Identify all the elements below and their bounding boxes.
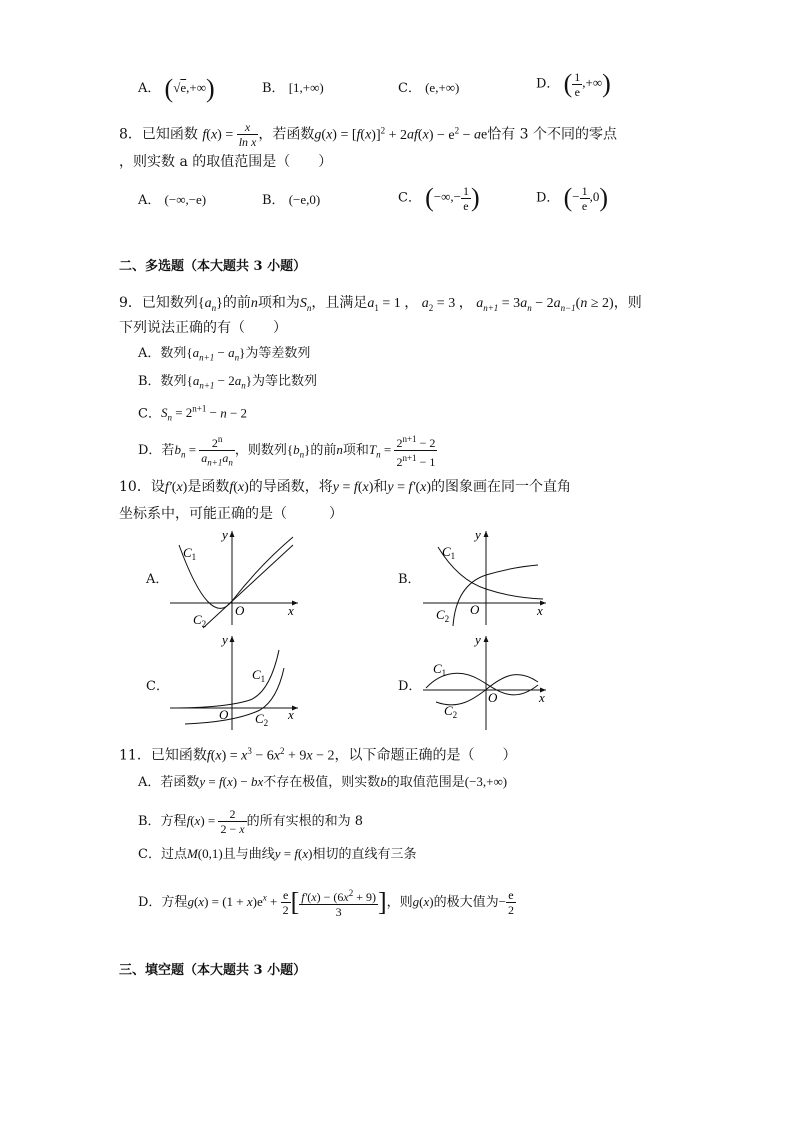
option-text: 的极大值为 [433, 895, 499, 910]
origin-label: O [235, 603, 245, 618]
y-axis-arrow [230, 531, 235, 537]
q8-fraction: $\frac{x}{\text{ln x}}$ [238, 120, 257, 150]
y-label: y [222, 632, 228, 647]
q10-graph-a-letter: A． [146, 572, 169, 587]
option-letter: C． [398, 81, 421, 96]
c1-label: $C_1$ [183, 545, 197, 562]
q10-text: 是函数 [187, 479, 230, 495]
q10-text: 的导函数，将 [248, 479, 333, 495]
question-number: 11． [119, 747, 151, 764]
option-math: (− $\frac{1}{e}$ ,0) [563, 183, 609, 213]
question-number: 10． [119, 479, 151, 495]
y-axis-arrow [230, 636, 235, 642]
c1-label: $C_1$ [442, 544, 456, 561]
curve-c2 [453, 565, 538, 626]
origin-label: O [219, 707, 229, 722]
q8-fx-def: f [202, 127, 207, 143]
option-letter: B． [262, 81, 285, 96]
option-text: ，则数列 [234, 443, 287, 459]
q10-line-1: 10．设f′(x)是函数f(x)的导函数，将y = f(x)和y = f′(x)的图象画在同一个直角 [119, 479, 572, 495]
q7-option-a [138, 74, 215, 104]
q9-text: 的前 [222, 295, 251, 311]
option-text: 项和 [342, 443, 369, 459]
curve-c2 [185, 668, 284, 724]
q11-d-fraction-main: $\frac{f'(x) - (6x^2 + 9)}{3}$ [301, 888, 376, 919]
option-text: 相切的直线有三条 [312, 847, 417, 862]
x-label: x [537, 603, 543, 618]
option-text: B．方程 [138, 814, 187, 829]
q11-line-1: 11．已知函数$f(x) = x^3 - 6x^2 + 9x - 2$，以下命题正确的是（ ） [119, 746, 517, 764]
x-label: x [539, 690, 545, 705]
q11-b-fraction: $\frac{2}{2 - x}$ [220, 807, 245, 836]
option-letter: C． [398, 190, 421, 206]
option-text: 的前 [310, 443, 337, 459]
option-text: C．过点 [138, 847, 187, 862]
option-text: A．数列 [138, 346, 187, 361]
y-axis-arrow [484, 531, 489, 537]
q7-option-d [536, 70, 611, 99]
q11-option-b: B．方程f(x) = $\frac{2}{2 - x}$ 的所有实根的和为 8 [138, 807, 363, 836]
q11-text: 已知函数 [150, 747, 207, 764]
option-letter: A． [138, 193, 161, 208]
option-text: 为等差数列 [245, 346, 311, 361]
option-text: A．若函数 [138, 775, 200, 790]
option-text: 且与曲线 [222, 847, 275, 862]
curve-c2 [203, 545, 293, 628]
q8-text: 已知函数 [141, 126, 198, 143]
option-text: ，则 [386, 895, 413, 910]
q10-text: 设 [150, 479, 165, 495]
question-number: 8． [119, 126, 142, 143]
q9-d-fraction-2: $\frac{2^{n+1} - 2}{2^{n+1} - 1}$ [396, 434, 436, 470]
option-text: D．方程 [138, 895, 188, 910]
q9-option-c: C．$S_n = 2^{n+1} - n - 2$ [138, 404, 248, 423]
c2-label: $C_2$ [436, 607, 450, 624]
q11-d-fraction-answer: $\frac{e}{2}$ [507, 888, 514, 917]
c1-label: $C_1$ [252, 667, 266, 684]
q7-option-c [398, 78, 459, 99]
q9-text: 项和为 [257, 295, 300, 311]
option-letter: A． [138, 81, 161, 96]
q11-text: ，以下命题正确的是（ ） [334, 747, 517, 764]
option-math: (√e,+∞) [164, 74, 215, 104]
section-title: 二、多选题（本大题共 3 小题） [119, 259, 307, 274]
q8-option-c [398, 184, 480, 213]
q10-text: 和 [373, 479, 388, 495]
q9-d-fraction-1: $\frac{2^n}{a_{n+1}a_n}$ [201, 434, 233, 468]
option-text: 的取值范围是 [386, 775, 465, 790]
q9-text: 已知数列 [141, 295, 198, 311]
q9-text: ，则 [613, 295, 642, 311]
q8-gx-def: g [314, 127, 322, 143]
y-axis-arrow [484, 636, 489, 642]
option-text: B．数列 [138, 374, 187, 389]
q10-graph-c-letter: C． [146, 679, 169, 694]
q8-option-b [262, 190, 320, 211]
q9-line-1: 9．已知数列$\{a_n\}$的前n项和为$S_n$，且满足$a_1 = 1$ ， $a_2 = 3$ ， $a_{n+1} = 3a_n - 2a_{n-1}(n \ge 2)$，则 [119, 295, 642, 313]
option-letter: D． [536, 190, 560, 206]
option-math: (−∞,− $\frac{1}{e}$ ) [425, 183, 480, 213]
section-title: 三、填空题（本大题共 3 小题） [119, 963, 307, 978]
option-math: (−∞,−e) [164, 192, 207, 207]
option-letter: D． [536, 76, 560, 92]
x-label: x [288, 707, 294, 722]
option-text: 不存在极值，则实数 [263, 775, 381, 790]
q8-text: ，则实数 a 的取值范围是（ ） [119, 154, 333, 170]
q10-graph-b [418, 525, 553, 630]
q8-option-d [536, 184, 608, 213]
question-number: 9． [119, 295, 142, 311]
q9-text: ，且满足 [311, 295, 368, 311]
option-text: D．若 [138, 443, 175, 459]
q10-text: 的图象画在同一个直角 [431, 479, 572, 495]
option-text: 为等比数列 [251, 374, 317, 389]
q9-option-d: D．若$b_n$ = $\frac{2^n}{a_{n+1}a_n}$ ，则数列$\{b_n\}$的前n项和$T_n$ = $\frac{2^{n+1} - 2}{2^{n+1} - 1}$ [138, 434, 436, 470]
q8-option-a [138, 190, 206, 211]
c2-label: $C_2$ [193, 612, 207, 629]
q9-option-a: A．数列$\{a_{n+1} - a_n\}$为等差数列 [138, 345, 311, 363]
y-label: y [222, 527, 228, 542]
q10-graph-b-letter: B． [398, 572, 421, 587]
q7-option-b [262, 78, 324, 99]
origin-label: O [470, 602, 480, 617]
origin-label: O [488, 690, 498, 705]
x-label: x [288, 603, 294, 618]
q8-line-2 [119, 152, 332, 172]
q11-option-a: A．若函数y = f(x) − bx不存在极值，则实数b的取值范围是(−3,+∞) [138, 774, 508, 790]
c1-label: $C_1$ [433, 661, 447, 678]
option-text: 的所有实根的和为 8 [246, 814, 363, 829]
q8-text: ，若函数 [258, 126, 315, 143]
q10-line-2: 坐标系中，可能正确的是（ ） [119, 506, 343, 522]
option-letter: B． [262, 193, 285, 208]
q10-graph-d-letter: D． [398, 679, 422, 694]
option-math: ( $\frac{1}{e}$ ,+∞) [563, 69, 611, 99]
option-math: [1,+∞) [288, 80, 324, 95]
y-label: y [475, 632, 481, 647]
q9-line-2: 下列说法正确的有（ ） [119, 320, 287, 336]
q10-graph-c [165, 630, 305, 735]
q11-option-c: C．过点M(0,1)且与曲线y = f(x)相切的直线有三条 [138, 846, 417, 862]
q8-text: 恰有 3 个不同的零点 [487, 126, 618, 143]
option-text: C． [138, 406, 161, 422]
q10-graph-a [165, 525, 305, 630]
q11-d-fraction-e: $\frac{e}{2}$ [282, 888, 289, 917]
option-math: (e,+∞) [425, 80, 460, 95]
q9-option-b: B．数列$\{a_{n+1} - 2a_n\}$为等比数列 [138, 373, 317, 391]
q11-option-d: D．方程$g(x) = (1 + x)e^x$ + $\frac{e}{2}$ [ $\frac{f'(x) - (6x^2 + 9)}{3}$ ]，则g(x)的极大值为− $\frac{e}{2}$ [138, 887, 514, 919]
q8-line-1: 8．已知函数 f(x) = $\frac{x}{\text{ln x}}$ ，若函数$g(x) = [f(x)]^2 + 2af(x) - e^2$ − ae恰有 3 个不同的零点 [119, 120, 618, 150]
c2-label: $C_2$ [444, 703, 458, 720]
c2-label: $C_2$ [255, 711, 269, 728]
y-label: y [475, 527, 481, 542]
option-math: (−e,0) [288, 192, 321, 207]
q10-graph-d [418, 630, 553, 735]
